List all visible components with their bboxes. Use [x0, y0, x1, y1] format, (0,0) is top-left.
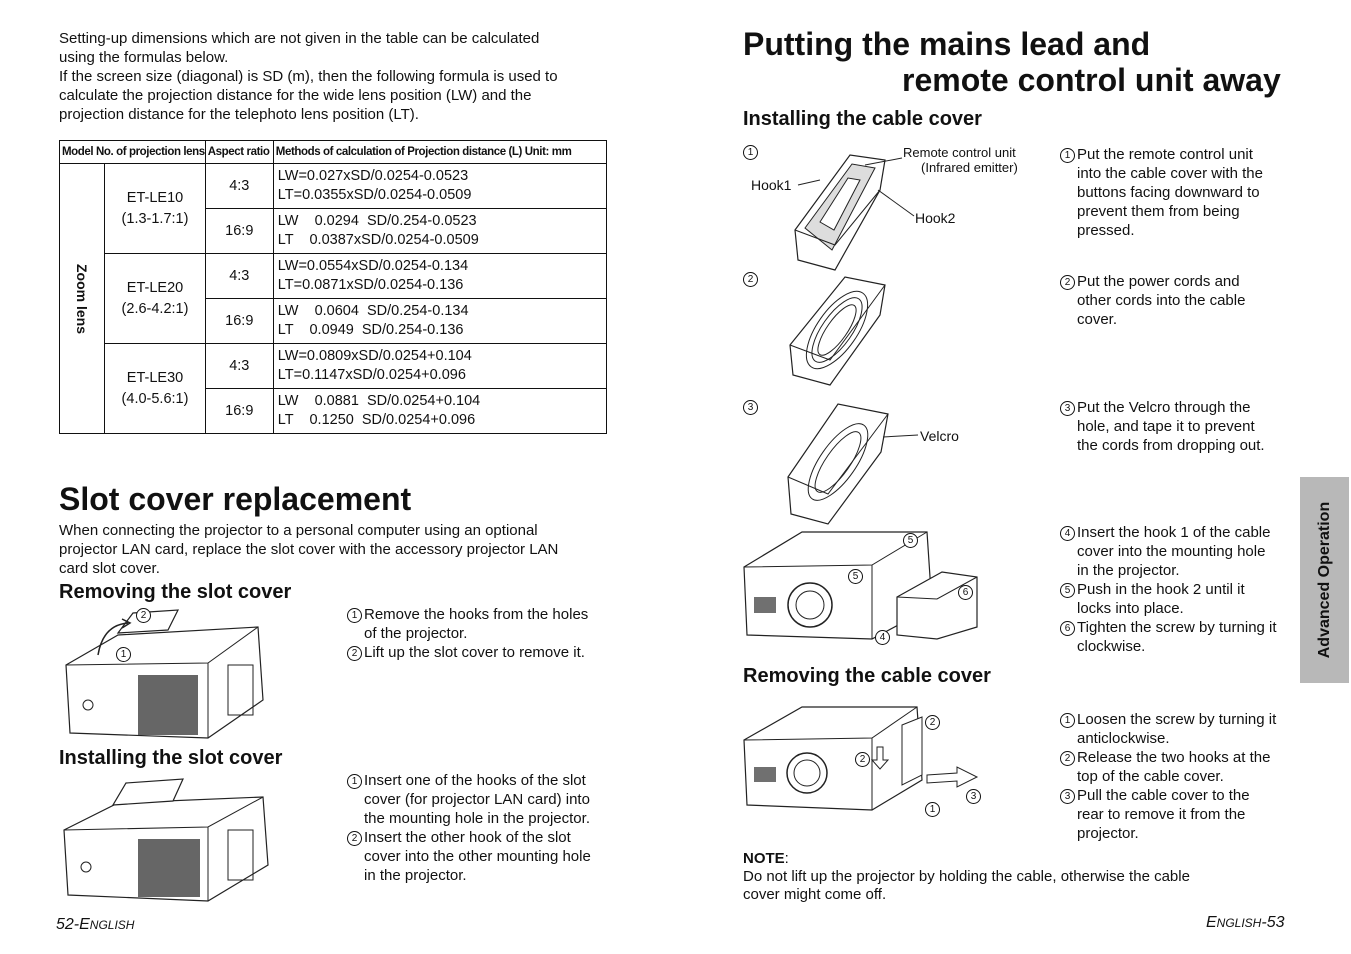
- leader-lines: [790, 150, 920, 230]
- formula-lw: LW 0.0881 SD/0.0254+0.104: [277, 393, 481, 409]
- step-text: Insert the hook 1 of the cable: [1077, 524, 1271, 541]
- step-number: 1: [347, 774, 362, 789]
- step-number: 4: [1060, 526, 1075, 541]
- step-text: in the projector.: [1077, 562, 1180, 579]
- step-text: prevent them from being: [1077, 203, 1240, 220]
- formula-cell: [273, 344, 606, 389]
- footer-word-cap: E: [1206, 914, 1217, 931]
- formula-cell: [273, 254, 606, 299]
- marker-2: 2: [136, 608, 151, 623]
- infrared-emitter-label: (Infrared emitter): [921, 160, 1018, 175]
- table-row: [60, 164, 607, 209]
- step-text: of the projector.: [364, 625, 468, 642]
- step-line: [347, 643, 588, 662]
- lens-model-cell: [105, 164, 206, 254]
- formula-lw: LW=0.0554xSD/0.0254-0.134: [277, 258, 469, 274]
- formula-cell: [273, 209, 606, 254]
- table-row: [60, 254, 607, 299]
- step-text: in the projector.: [364, 867, 467, 884]
- step-text: Insert one of the hooks of the slot: [364, 772, 586, 789]
- step-text: locks into place.: [1077, 600, 1184, 617]
- marker-6: 6: [958, 585, 973, 600]
- intro-line: If the screen size (diagonal) is SD (m), then the following formula is used to: [59, 68, 558, 85]
- step-line: [347, 828, 591, 847]
- formula-cell: [273, 299, 606, 344]
- installing-slot-steps: [347, 771, 591, 885]
- marker-4: 4: [875, 630, 890, 645]
- lens-model-cell: [105, 254, 206, 344]
- zoom-lens-cell: [60, 164, 105, 434]
- aspect-ratio-cell: 4:3: [205, 254, 273, 299]
- step-line: [1060, 618, 1277, 637]
- step-number: 3: [1060, 401, 1075, 416]
- step-text: Push in the hook 2 until it: [1077, 581, 1245, 598]
- step-line: [1060, 786, 1276, 805]
- step-number: 2: [1060, 751, 1075, 766]
- marker-3: 3: [743, 400, 758, 415]
- step-number: 6: [1060, 621, 1075, 636]
- step-text: anticlockwise.: [1077, 730, 1170, 747]
- formula-lt: LT=0.0871xSD/0.0254-0.136: [277, 277, 464, 293]
- step-text: cover into the mounting hole: [1077, 543, 1266, 560]
- step-number: 2: [1060, 275, 1075, 290]
- slot-intro-paragraph: [59, 521, 558, 578]
- formula-lt: LT 0.0387xSD/0.0254-0.0509: [277, 232, 479, 248]
- note-line: Do not lift up the projector by holding the cable, otherwise the cable: [743, 868, 1190, 885]
- step-text: cover (for projector LAN card) into: [364, 791, 590, 808]
- projector-slot-removal-illustration: [58, 605, 270, 743]
- slot-cover-title: Slot cover replacement: [59, 481, 412, 517]
- marker-2: 2: [925, 715, 940, 730]
- step-text: Insert the other hook of the slot: [364, 829, 571, 846]
- note-heading: [743, 850, 1190, 868]
- installing-cable-step-1: [1060, 145, 1263, 240]
- step-text: rear to remove it from the: [1077, 806, 1246, 823]
- side-tab-label: Advanced Operation: [1315, 501, 1333, 659]
- header-aspect: Aspect ratio: [205, 141, 273, 164]
- intro-line: projection distance for the telephoto lens position (LT).: [59, 106, 419, 123]
- step-text: Put the power cords and: [1077, 273, 1240, 290]
- step-line: [1060, 523, 1277, 542]
- cable-cover-velcro-illustration: [783, 402, 923, 527]
- footer-word-cap: E: [79, 916, 90, 933]
- removing-slot-steps: [347, 605, 588, 662]
- removing-cable-steps: [1060, 710, 1276, 843]
- step-line: [1060, 580, 1277, 599]
- page-number: -53: [1261, 914, 1285, 931]
- page-title-line2: remote control unit away: [902, 62, 1281, 98]
- footer-word-rest: NGLISH: [1216, 916, 1262, 930]
- step-line: [1060, 272, 1245, 291]
- intro-paragraph: [59, 29, 558, 124]
- step-line: [347, 771, 591, 790]
- hook1-label: Hook1: [751, 177, 792, 193]
- marker-2: 2: [855, 752, 870, 767]
- formula-lw: LW 0.0604 SD/0.254-0.134: [277, 303, 469, 319]
- lens-model: ET-LE10: [126, 189, 184, 206]
- step-number: 1: [1060, 148, 1075, 163]
- step-text: Lift up the slot cover to remove it.: [364, 644, 585, 661]
- step-number: 5: [1060, 583, 1075, 598]
- slot-intro-line: card slot cover.: [59, 560, 160, 577]
- marker-5: 5: [903, 533, 918, 548]
- remote-control-label: Remote control unit: [903, 145, 1016, 160]
- formula-cell: [273, 389, 606, 434]
- step-number: 3: [1060, 789, 1075, 804]
- step-number: 2: [347, 831, 362, 846]
- table-header-row: [60, 141, 607, 164]
- formula-lt: LT=0.0355xSD/0.0254-0.0509: [277, 187, 472, 203]
- step-text: the mounting hole in the projector.: [364, 810, 590, 827]
- formula-lt: LT 0.1250 SD/0.0254+0.096: [277, 412, 476, 428]
- aspect-ratio-cell: 4:3: [205, 344, 273, 389]
- marker-2: 2: [743, 272, 758, 287]
- zoom-lens-label: Zoom lens: [74, 263, 91, 334]
- lens-range: (2.6-4.2:1): [121, 300, 189, 317]
- projection-formula-table: [59, 140, 607, 434]
- left-page-footer: [56, 916, 134, 934]
- step-line: [1060, 398, 1265, 417]
- aspect-ratio-cell: 16:9: [205, 209, 273, 254]
- page-number: 52-: [56, 916, 80, 933]
- step-text: projector.: [1077, 825, 1139, 842]
- lens-range: (4.0-5.6:1): [121, 390, 189, 407]
- formula-lw: LW=0.0809xSD/0.0254+0.104: [277, 348, 472, 364]
- intro-line: using the formulas below.: [59, 49, 229, 66]
- removing-slot-cover-heading: Removing the slot cover: [59, 581, 292, 603]
- lens-model: ET-LE20: [126, 279, 184, 296]
- slot-intro-line: projector LAN card, replace the slot cover with the accessory projector LAN: [59, 541, 559, 558]
- step-text: top of the cable cover.: [1077, 768, 1224, 785]
- step-number: 1: [1060, 713, 1075, 728]
- formula-cell: [273, 164, 606, 209]
- step-number: 1: [347, 608, 362, 623]
- step-number: 2: [347, 646, 362, 661]
- note-line: cover might come off.: [743, 886, 887, 903]
- projector-slot-install-illustration: [58, 775, 273, 905]
- slot-intro-line: When connecting the projector to a personal computer using an optional: [59, 522, 538, 539]
- section-side-tab: [1300, 477, 1349, 683]
- step-line: [1060, 145, 1263, 164]
- step-text: Remove the hooks from the holes: [364, 606, 589, 623]
- header-model: Model No. of projection lens: [60, 141, 206, 164]
- intro-line: calculate the projection distance for the wide lens position (LW) and the: [59, 87, 532, 104]
- lens-model-cell: [105, 344, 206, 434]
- step-text: clockwise.: [1077, 638, 1146, 655]
- aspect-ratio-cell: 4:3: [205, 164, 273, 209]
- step-text: Release the two hooks at the: [1077, 749, 1271, 766]
- note-label: NOTE: [743, 850, 785, 867]
- aspect-ratio-cell: 16:9: [205, 299, 273, 344]
- marker-1: 1: [743, 145, 758, 160]
- step-text: Loosen the screw by turning it: [1077, 711, 1277, 728]
- removing-cable-cover-heading: Removing the cable cover: [743, 665, 991, 687]
- lens-model: ET-LE30: [126, 369, 184, 386]
- footer-word-rest: NGLISH: [89, 918, 135, 932]
- hook2-label: Hook2: [915, 210, 956, 226]
- note-block: [743, 850, 1190, 904]
- lens-range: (1.3-1.7:1): [121, 210, 189, 227]
- header-method: Methods of calculation of Projection distance (L) Unit: mm: [273, 141, 606, 164]
- step-text: cover into the other mounting hole: [364, 848, 591, 865]
- step-line: [1060, 710, 1276, 729]
- step-text: hole, and tape it to prevent: [1077, 418, 1255, 435]
- installing-slot-cover-heading: Installing the slot cover: [59, 747, 283, 769]
- aspect-ratio-cell: 16:9: [205, 389, 273, 434]
- marker-3: 3: [966, 789, 981, 804]
- note-colon: :: [784, 850, 789, 867]
- marker-1: 1: [925, 802, 940, 817]
- marker-1: 1: [116, 647, 131, 662]
- step-line: [1060, 748, 1276, 767]
- velcro-label: Velcro: [920, 428, 959, 444]
- step-text: Tighten the screw by turning it: [1077, 619, 1277, 636]
- page-title-line1: Putting the mains lead and: [743, 26, 1151, 62]
- step-text: buttons facing downward to: [1077, 184, 1260, 201]
- step-text: Pull the cable cover to the: [1077, 787, 1250, 804]
- right-page-footer: [1206, 914, 1284, 932]
- installing-cable-step-3: [1060, 398, 1265, 455]
- intro-line: Setting-up dimensions which are not given in the table can be calculated: [59, 30, 540, 47]
- step-text: pressed.: [1077, 222, 1135, 239]
- step-text: Put the remote control unit: [1077, 146, 1253, 163]
- installing-cable-steps-4-6: [1060, 523, 1277, 656]
- formula-lw: LW=0.027xSD/0.0254-0.0523: [277, 168, 469, 184]
- step-text: into the cable cover with the: [1077, 165, 1263, 182]
- installing-cable-cover-heading: Installing the cable cover: [743, 108, 982, 130]
- step-text: other cords into the cable: [1077, 292, 1246, 309]
- installing-cable-step-2: [1060, 272, 1245, 329]
- step-text: cover.: [1077, 311, 1118, 328]
- formula-lw: LW 0.0294 SD/0.254-0.0523: [277, 213, 477, 229]
- formula-lt: LT 0.0949 SD/0.254-0.136: [277, 322, 464, 338]
- step-line: [347, 605, 588, 624]
- cable-cover-cords-illustration: [785, 275, 895, 390]
- formula-lt: LT=0.1147xSD/0.0254+0.096: [277, 367, 466, 383]
- step-text: the cords from dropping out.: [1077, 437, 1265, 454]
- table-row: [60, 344, 607, 389]
- marker-5: 5: [848, 569, 863, 584]
- attach-cable-cover-illustration: [742, 527, 982, 645]
- step-text: Put the Velcro through the: [1077, 399, 1251, 416]
